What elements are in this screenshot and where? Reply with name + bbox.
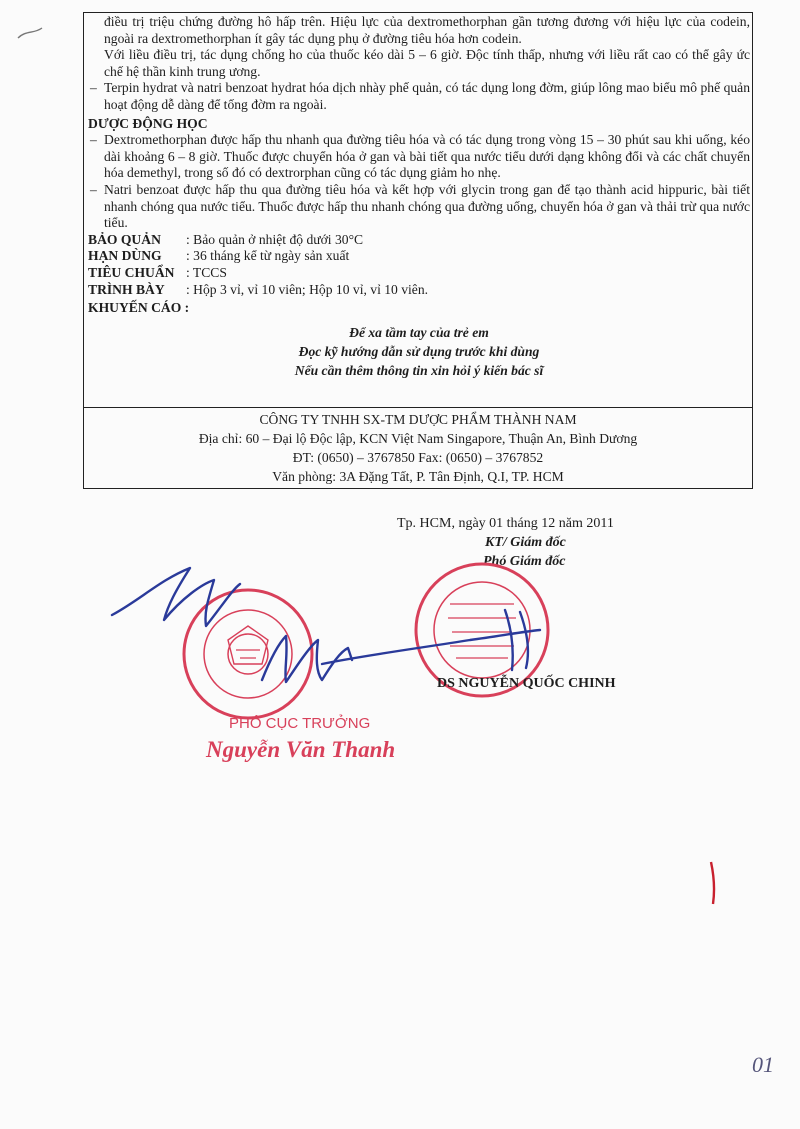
signature-ink xyxy=(112,568,540,682)
signoff-position: Phó Giám đốc xyxy=(483,554,566,569)
pack-label: TRÌNH BÀY xyxy=(88,281,165,297)
warning-line-3: Nếu cần thêm thông tin xin hỏi ý kiến bác sĩ xyxy=(294,362,544,378)
margin-mark xyxy=(711,862,714,904)
paragraph-pk-dextromethorphan: – Dextromethorphan được hấp thu nhanh qua đường tiêu hóa và có tác dụng trong vòng 15 – 30 phút sau khi uống, kéo dài khoảng 6 – 8 giờ. Thuốc được chuyển hóa ở gan và bài tiết qua nước tiểu dưới dạng không đổi và các chất chuyển hóa demethyl, trong số đó có dextrorphan cũng có tác dụng giảm ho nhẹ. xyxy=(88,132,750,182)
standard-label: TIÊU CHUẨN xyxy=(88,264,175,280)
shelf-label: HẠN DÙNG xyxy=(88,248,162,264)
warning-line-2: Đọc kỹ hướng dẫn sử dụng trước khi dùng xyxy=(298,343,540,359)
paragraph-duration: Với liều điều trị, tác dụng chống ho của thuốc kéo dài 5 – 6 giờ. Độc tính thấp, nhưng với liều rất cao có thể gây ức chế hệ thần kinh trung ương. xyxy=(104,47,750,79)
pack-value: : Hộp 3 vỉ, vỉ 10 viên; Hộp 10 vỉ, vỉ 10 viên. xyxy=(186,281,429,297)
authority-title: PHÓ CỤC TRƯỞNG xyxy=(229,715,371,732)
signoff-kt: KT/ Giám đốc xyxy=(485,535,566,550)
signer-name: DS NGUYỄN QUỐC CHINH xyxy=(437,676,616,691)
warning-line-1: Để xa tầm tay của trẻ em xyxy=(349,324,489,340)
page-number-mark: 01 xyxy=(752,1052,774,1077)
paragraph-pk-benzoate: – Natri benzoat được hấp thu qua đường tiêu hóa và kết hợp với glycin trong gan để tạo thành acid hippuric, bài tiết nhanh chóng qua nước tiểu. Thuốc được hấp thu nhanh chóng qua đường uống, chuyển hóa ở gan và thải trừ qua nước tiểu. xyxy=(88,182,750,232)
authority-name: Nguyễn Văn Thanh xyxy=(206,737,396,762)
corner-mark xyxy=(18,28,42,38)
company-office: Văn phòng: 3A Đặng Tất, P. Tân Định, Q.I, TP. HCM xyxy=(272,469,564,484)
shelf-value: : 36 tháng kể từ ngày sản xuất xyxy=(186,248,350,264)
company-phone: ĐT: (0650) – 3767850 Fax: (0650) – 3767852 xyxy=(292,450,544,465)
paragraph-terpin: – Terpin hydrat và natri benzoat hydrat hóa dịch nhày phế quản, có tác dụng long đờm, giúp lông mao biểu mô phế quản hoạt động dễ dàng để tống đờm ra ngoài. xyxy=(88,80,750,113)
pharmacokinetics-heading: DƯỢC ĐỘNG HỌC xyxy=(88,115,208,131)
company-address: Địa chỉ: 60 – Đại lộ Độc lập, KCN Việt Nam Singapore, Thuận An, Bình Dương xyxy=(198,431,638,446)
signoff-date: Tp. HCM, ngày 01 tháng 12 năm 2011 xyxy=(397,516,614,531)
standard-value: : TCCS xyxy=(186,264,227,280)
storage-value: : Bảo quản ở nhiệt độ dưới 30°C xyxy=(186,231,364,247)
left-seal xyxy=(184,590,312,718)
paragraph-effect: điều trị triệu chứng đường hô hấp trên. Hiệu lực của dextromethorphan gần tương đương với hiệu lực của codein, ngoài ra dextromethorphan ít gây tác dụng phụ ở đường tiêu hóa hơn codein. xyxy=(104,14,750,46)
storage-label: BẢO QUẢN xyxy=(88,231,161,247)
company-name: CÔNG TY TNHH SX-TM DƯỢC PHẨM THÀNH NAM xyxy=(259,412,577,427)
warning-heading: KHUYẾN CÁO : xyxy=(88,300,190,316)
